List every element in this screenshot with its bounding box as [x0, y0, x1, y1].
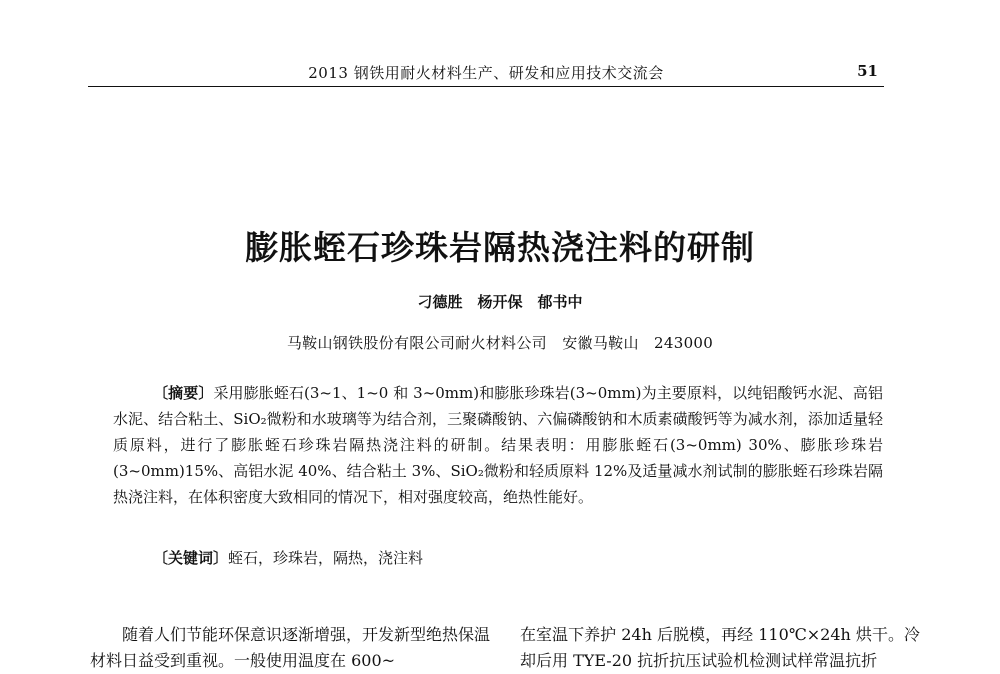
page-number: 51	[857, 62, 878, 80]
running-header	[88, 58, 884, 86]
header-rule	[88, 86, 884, 87]
running-title: 2013 钢铁用耐火材料生产、研发和应用技术交流会	[308, 64, 664, 82]
body-left-text: 随着人们节能环保意识逐渐增强，开发新型绝热保温材料日益受到重视。一般使用温度在 600~	[90, 625, 491, 670]
keywords-text: 蛭石，珍珠岩，隔热，浇注料	[228, 549, 424, 567]
keywords	[113, 545, 883, 571]
paper-title: 膨胀蛭石珍珠岩隔热浇注料的研制	[245, 228, 755, 267]
body-left-column	[90, 622, 490, 674]
body-right-column	[520, 622, 920, 674]
body-right-text: 在室温下养护 24h 后脱模，再经 110℃×24h 烘干。冷却后用 TYE-20 抗折抗压试验机检测试样常温抗折	[520, 625, 920, 670]
abstract	[113, 380, 883, 510]
abstract-label: 〔摘要〕	[153, 384, 214, 402]
keywords-label: 〔关键词〕	[153, 549, 229, 567]
authors: 刁德胜 杨开保 郁书中	[417, 293, 583, 311]
abstract-text: 采用膨胀蛭石(3~1、1~0 和 3~0mm)和膨胀珍珠岩(3~0mm)为主要原料，以纯铝酸钙水泥、高铝水泥、结合粘土、SiO₂微粉和水玻璃等为结合剂，三聚磷酸钠、六偏磷酸钠和木质素磺酸钙等为减水剂，添加适量轻质原料，进行了膨胀蛭石珍珠岩隔热浇注料的研制。结果表明：用膨胀蛭石(3~0mm) 30%、膨胀珍珠岩(3~0mm)15%、高铝水泥 40%、结合粘土 3%、SiO₂微粉和轻质原料 12%及适量减水剂试制的膨胀蛭石珍珠岩隔热浇注料，在体积密度大致相同的情况下，相对强度较高，绝热性能好。	[113, 384, 883, 506]
affiliation: 马鞍山钢铁股份有限公司耐火材料公司 安徽马鞍山 243000	[286, 334, 714, 352]
